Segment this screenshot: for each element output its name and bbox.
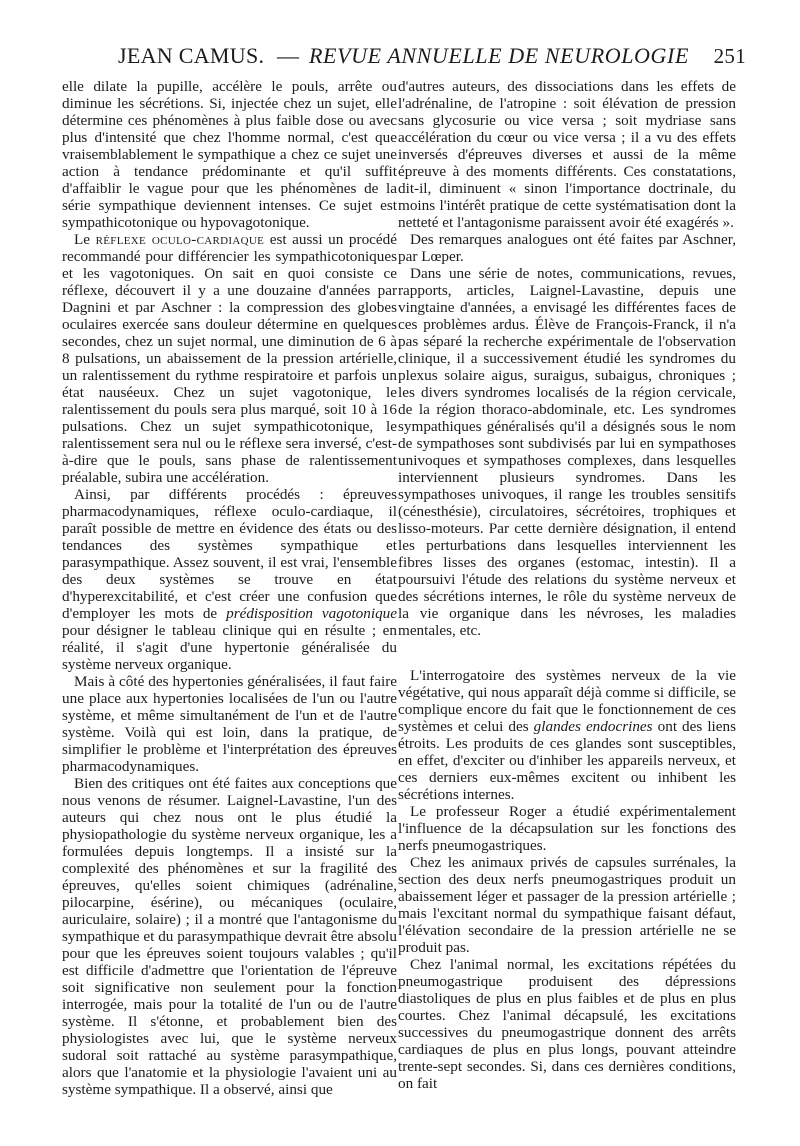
paragraph [62,231,397,486]
paragraph-text: L'interrogatoire des systèmes nerveux de la vie végétative, qui nous apparaît déjà comme si difficile, se complique encore du fait que le fonctionnement de ces systèmes et celui des [398,667,736,735]
header-author: JEAN CAMUS. [118,43,265,68]
paragraph: elle dilate la pupille, accélère le pouls, arrête ou diminue les sécrétions. Si, injectée chez un sujet, elle détermine ces phénomènes à plus faible dose ou avec plus d'intensité que chez l'homme normal, c'est que vraisemblablement le sympathique a chez ce sujet une action à tendance prédominante et qu'il suffit d'affaiblir le vague pour que les phénomènes de la série sympathique deviennent intenses. Ce sujet est sympathicotonique ou hypovagotonique. [62,78,397,231]
right-column [398,78,736,1092]
header-journal-title: REVUE ANNUELLE DE NEUROLOGIE [309,43,689,68]
paragraph-text: ont des liens étroits. Les produits de ces glandes sont susceptibles, en effet, d'exciter ou d'inhiber les appareils nerveux, et ces derniers eux-mêmes excitent ou inhibent les sécrétions internes. [398,718,737,803]
paragraph: Bien des critiques ont été faites aux conceptions que nous venons de résumer. Laignel-Lavastine, l'un des auteurs qui chez nous ont le plus étudié la physiopathologie du système nerveux organique, les a formulées depuis longtemps. Il a insisté sur la complexité des phénomènes et sur la fragilité des épreuves, qu'elles soient chimiques (adrénaline, pilocarpine, ésérine), ou mécaniques (oculaire, auriculaire, solaire) ; il a montré que l'antagonisme du sympathique et du parasympathique devrait être absolu pour que les épreuves soient toujours valables ; qu'il est difficile d'admettre que l'orientation de l'épreuve soit significative non seulement pour la fonction interrogée, mais pour la totalité de l'un ou de l'autre système. Il s'étonne, et probablement bien des physiologistes avec lui, que le système nerveux sudoral soit rattaché au système parasympathique, alors que l'anatomie et la physiologie l'avaient uni au système sympathique. Il a observé, ainsi que [62,775,397,1098]
term-reflexe-oculo-cardiaque: réflexe oculo-cardiaque [95,231,265,248]
paragraph: Dans une série de notes, communications, revues, rapports, articles, Laignel-Lavastine, depuis une vingtaine d'années, a envisagé les différentes faces de ces problèmes ardus. Élève de François-Franck, il n'a pas séparé la recherche expérimentale de l'observation clinique, il a successivement étudié les syndromes du plexus solaire aigus, suraigus, subaigus, chroniques ; les divers syndromes localisés de la région cervicale, de la région thoraco-abdominale, etc. Les syndromes sympathiques généralisés qu'il a désignés sous le nom de sympathoses sont subdivisés par lui en sympathoses univoques et sympathoses complexes, dans lesquelles interviennent plusieurs syndromes. Dans les sympathoses univoques, il range les troubles sensitifs (cénesthésie), circulatoires, sécrétoires, trophiques et lisso-moteurs. Par cette dernière désignation, il entend les perturbations dans lesquelles interviennent les fibres lisses des organes (estomac, intestin). Il a poursuivi l'étude des relations du système nerveux et des sécrétions internes, le rôle du système nerveux de la vie organique dans les névroses, les maladies mentales, etc. [398,265,736,639]
paragraph: Chez l'animal normal, les excitations répétées du pneumogastrique produisent des dépressions diastoliques de plus en plus faibles et de plus en plus courtes. Chez l'animal décapsulé, les excitations successives du pneumogastrique donnent des arrêts cardiaques de plus en plus longs, pouvant atteindre trente-sept secondes. Si, dans ces dernières conditions, on fait [398,956,736,1092]
paragraph-lead: Le [74,231,91,248]
paragraph: Chez les animaux privés de capsules surrénales, la section des deux nerfs pneumogastriques produit un abaissement léger et passager de la pression artérielle ; mais l'excitant normal du sympathique faisant défaut, l'élévation secondaire de la pression artérielle ne se produit pas. [398,854,736,956]
running-header [62,38,746,72]
paragraph: Le professeur Roger a étudié expérimentalement l'influence de la décapsulation sur les fonctions des nerfs pneumogastriques. [398,803,736,854]
paragraph [62,486,397,673]
paragraph: Des remarques analogues ont été faites par Aschner, par Lœper. [398,231,736,265]
paragraph: Mais à côté des hypertonies généralisées, il faut faire une place aux hypertonies localisées de l'un ou l'autre système, et même simultanément de l'un et de l'autre système. Voilà qui est loin, dans la pratique, de simplifier le problème et l'interprétation des épreuves pharmacodynamiques. [62,673,397,775]
paragraph: d'autres auteurs, des dissociations dans les effets de l'adrénaline, de l'atropine : soit élévation de pression sans glycosurie ou vice versa ; soit mydriase sans accélération du cœur ou vice versa ; il a vu des effets inversés d'épreuves diverses et aussi de la même épreuve à des moments différents. Ces constatations, dit-il, diminuent « sinon l'importance doctrinale, du moins l'intérêt pratique de cette systématisation dont la netteté et l'antagonisme paraissent avoir été exagérés ». [398,78,736,231]
italic-term: glandes endocrines [533,718,653,735]
paragraph-text: Ainsi, par différents procédés : épreuves pharmacodynamiques, réflexe oculo-cardiaque, il paraît possible de mettre en évidence des états ou des tendances des systèmes sympathique et parasympathique. Assez souvent, il est vrai, l'ensemble des deux systèmes se trouve en état d'hyperexcitabilité, et c'est créer une confusion que d'employer les mots de [62,486,397,622]
paragraph [398,667,736,803]
paragraph-text: pour désigner le tableau clinique qui en résulte ; en réalité, il s'agit d'une hypertonie généralisée du système nerveux organique. [62,622,397,673]
italic-term: prédisposition vagotonique [226,605,397,622]
page-number: 251 [713,44,746,68]
left-column [62,78,397,1098]
paragraph-text: est aussi un procédé recommandé pour différencier les sympathicotoniques et les vagotoniques. On sait en quoi consiste ce réflexe, découvert il y a une douzaine d'années par Dagnini et par Aschner : la compression des globes oculaires exercée sans douleur détermine en quelques secondes, chez un sujet normal, une diminution de 6 à 8 pulsations, un abaissement de la pression artérielle, un ralentissement du rythme respiratoire et parfois un état nauséeux. Chez un sujet vagotonique, le ralentissement du pouls sera plus marqué, soit 10 à 16 pulsations. Chez un sujet sympathicotonique, le ralentissement sera nul ou le réflexe sera inversé, c'est-à-dire que le pouls, sans phase de ralentissement préalable, subira une accélération. [62,231,397,486]
header-dash: — [277,43,300,68]
